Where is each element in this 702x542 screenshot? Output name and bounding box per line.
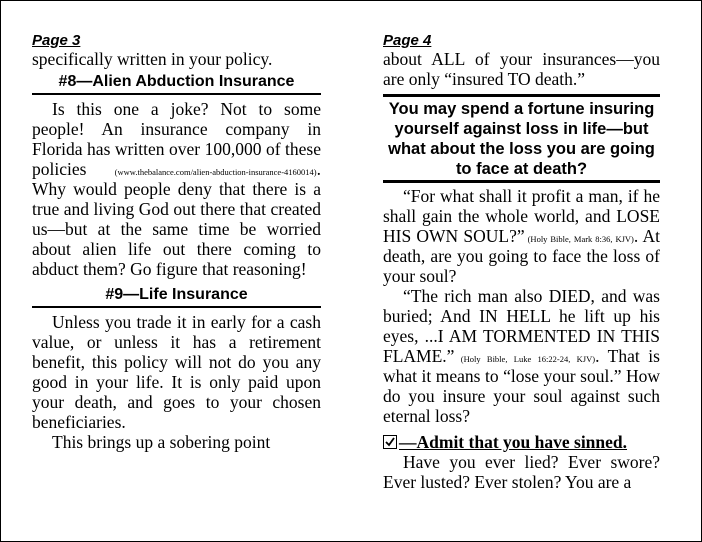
quote-mark-8-36 [383,186,660,286]
quote-text: . At death, are you going to face the loss of your soul? [383,226,660,286]
paragraph-alien-abduction [32,99,321,279]
quote-luke-16 [383,286,660,426]
quote-text: “The rich man also DIED, and was buried; And IN HELL he lift up his eyes, ...I AM TORMENTED IN THIS FLAME.” [383,286,660,366]
page-number: Page 4 [383,32,432,49]
sin-step-text: Have you ever lied? Ever swore? Ever lusted? Ever stolen? You are a [383,452,660,492]
citation: (Holy Bible, Mark 8:36, KJV) [524,234,634,244]
callout-box: You may spend a fortune insuring yourself against loss in life—but what about the loss you are going to face at death? [383,94,660,183]
sin-step-heading [383,432,660,452]
quote-text: “For what shall it profit a man, if he shall gain the whole world, and LOSE HIS OWN SOUL?” [383,186,660,246]
citation: (Holy Bible, Luke 16:22-24, KJV) [454,354,596,364]
opening-line: about ALL of your insurances—you are only “insured TO death.” [383,49,660,89]
page-number: Page 3 [32,32,81,49]
paragraph-sobering-point: This brings up a sobering point [52,432,271,452]
checkbox-icon [383,435,397,449]
paragraph-text: Is this one a joke? Not to some people! An insurance company in Florida has written over 100,000 of these policies [32,99,321,179]
section-heading-alien-abduction: #8—Alien Abduction Insurance [32,72,321,95]
paragraph-text: . Why would people deny that there is a true and living God out there that created us—but at the same time be worried about alien life out there coming to abduct them? Go figure that reasoning! [32,159,321,279]
opening-line: specifically written in your policy. [32,49,273,69]
sin-step-title: —Admit that you have sinned. [399,432,628,452]
citation: (www.thebalance.com/alien-abduction-insurance-4160014) [114,167,317,177]
page-4-column [383,32,660,492]
paragraph-life-insurance: Unless you trade it in early for a cash value, or unless it has a retirement benefit, this policy will not do you any good in your life. It is only paid upon your death, and goes to your chosen beneficiaries. [32,312,321,432]
section-heading-life-insurance: #9—Life Insurance [32,285,321,308]
page-3-column [32,32,321,452]
quote-text: . That is what it means to “lose your soul.” How do you insure your soul against such eternal loss? [383,346,660,426]
